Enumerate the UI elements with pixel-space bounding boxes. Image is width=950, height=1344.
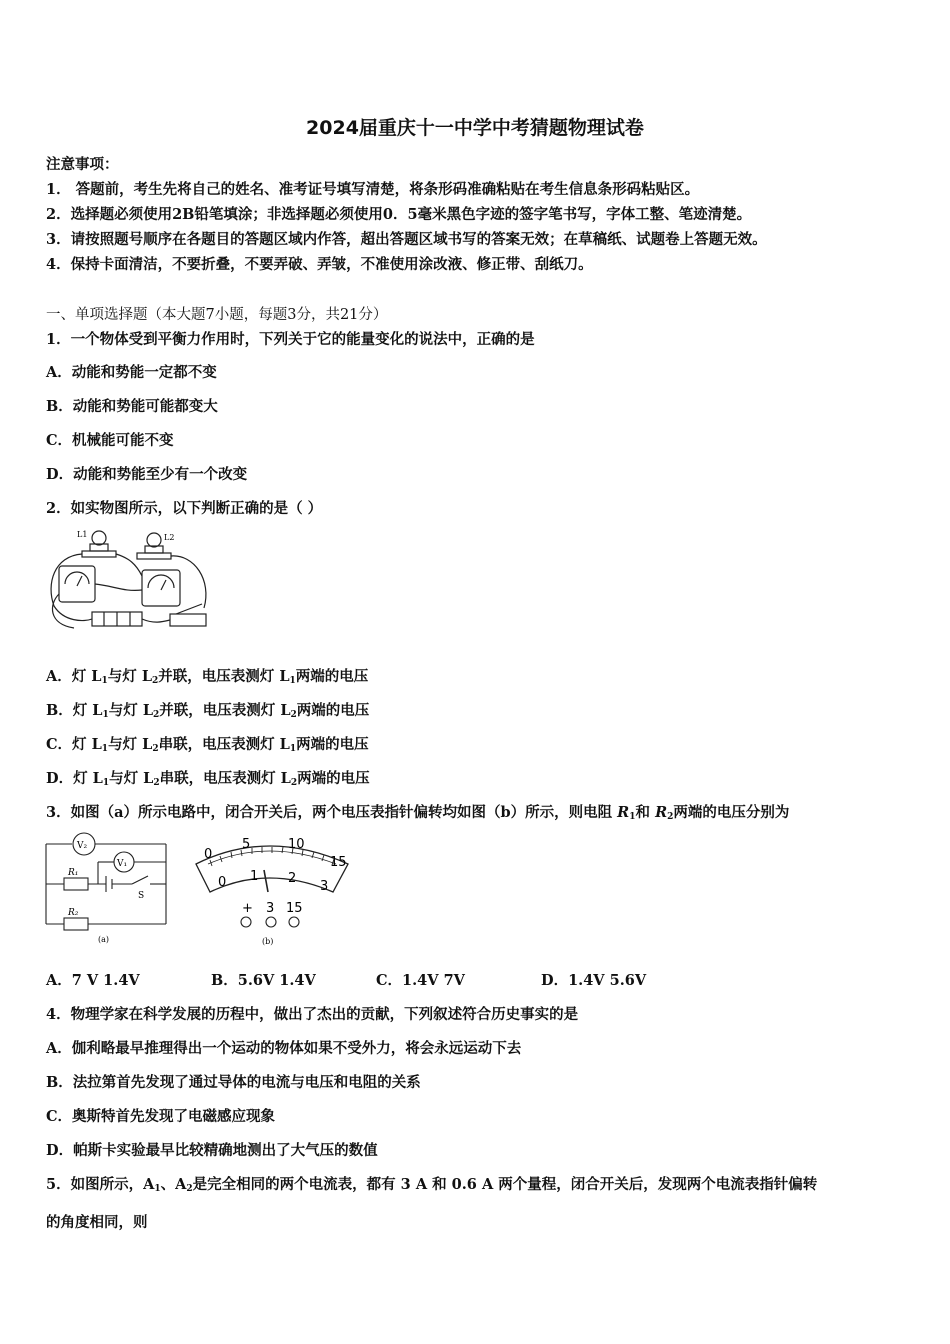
label-l2: L2 (164, 533, 175, 542)
scale-top-15: 15 (330, 855, 347, 870)
question-5-stem-cont: 的角度相同，则 (46, 1214, 148, 1231)
label-switch: S (138, 891, 145, 901)
question-2-option-c: C．灯 $L_1$与灯 $L_2$串联，电压表测灯 $L_1$两端的电压 (46, 736, 369, 754)
label-l1: L1 (77, 530, 88, 539)
notice-item: 4．保持卡面清洁，不要折叠，不要弄破、弄皱，不准使用涂改液、修正带、刮纸刀。 (46, 256, 593, 273)
label-v1: V₁ (117, 859, 128, 869)
scale-bottom-3: 3 (320, 879, 329, 894)
scale-bottom-0: 0 (218, 875, 227, 890)
question-2-circuit-figure (44, 524, 224, 634)
question-3-option-a: A．7 V 1.4V (46, 972, 140, 989)
scale-bottom-2: 2 (288, 871, 297, 886)
question-4-option-d: D．帕斯卡实验最早比较精确地测出了大气压的数值 (46, 1142, 378, 1159)
label-r1: R₁ (68, 868, 79, 878)
label-v2: V₂ (77, 841, 88, 851)
question-3-voltmeter-figure-b (188, 834, 358, 949)
notice-item: 2．选择题必须使用2B铅笔填涂；非选择题必须使用0．5毫米黑色字迹的签字笔书写，字体工整、笔迹清楚。 (46, 206, 752, 223)
question-1-option-d: D．动能和势能至少有一个改变 (46, 466, 248, 483)
caption-a: (a) (98, 935, 110, 944)
question-2-option-d: D．灯 $L_1$与灯 $L_2$串联，电压表测灯 $L_2$两端的电压 (46, 770, 370, 788)
question-1-option-b: B．动能和势能可能都变大 (46, 398, 218, 415)
scale-top-0: 0 (204, 847, 213, 862)
terminal-3: 3 (266, 901, 275, 916)
question-3-option-d: D．1.4V 5.6V (541, 972, 647, 989)
terminal-plus: + (242, 901, 253, 916)
question-4-option-a: A．伽利略最早推理得出一个运动的物体如果不受外力，将会永远运动下去 (46, 1040, 522, 1057)
scale-top-10: 10 (288, 837, 305, 852)
section-heading: 一、单项选择题（本大题7小题，每题3分，共21分） (46, 307, 388, 323)
page-title: 2024届重庆十一中学中考猜题物理试卷 (306, 117, 644, 139)
notice-item: 3．请按照题号顺序在各题目的答题区域内作答，超出答题区域书写的答案无效；在草稿纸、试题卷上答题无效。 (46, 231, 767, 248)
scale-bottom-1: 1 (250, 869, 259, 884)
question-3-stem: 3．如图（a）所示电路中，闭合开关后，两个电压表指针偏转均如图（b）所示，则电阻 $R_1$和 $R_2$两端的电压分别为 (46, 804, 790, 822)
notice-item: 1． 答题前，考生先将自己的姓名、准考证号填写清楚，将条形码准确粘贴在考生信息条形码粘贴区。 (46, 181, 700, 198)
question-4-stem: 4．物理学家在科学发展的历程中，做出了杰出的贡献，下列叙述符合历史事实的是 (46, 1006, 579, 1023)
question-2-stem: 2．如实物图所示，以下判断正确的是（ ） (46, 500, 323, 517)
scale-top-5: 5 (242, 837, 251, 852)
question-1-option-c: C．机械能可能不变 (46, 432, 174, 449)
question-4-option-b: B．法拉第首先发现了通过导体的电流与电压和电阻的关系 (46, 1074, 421, 1091)
question-2-option-a: A．灯 $L_1$与灯 $L_2$并联，电压表测灯 $L_1$两端的电压 (46, 668, 369, 686)
question-3-circuit-figure-a (44, 832, 179, 947)
label-r2: R₂ (68, 908, 79, 918)
question-3-option-c: C．1.4V 7V (376, 972, 465, 989)
notice-heading: 注意事项： (46, 156, 119, 173)
question-2-option-b: B．灯 $L_1$与灯 $L_2$并联，电压表测灯 $L_2$两端的电压 (46, 702, 370, 720)
question-3-option-b: B．5.6V 1.4V (211, 972, 316, 989)
caption-b: (b) (262, 937, 274, 946)
question-1-option-a: A．动能和势能一定都不变 (46, 364, 217, 381)
terminal-15: 15 (286, 901, 303, 916)
question-4-option-c: C．奥斯特首先发现了电磁感应现象 (46, 1108, 276, 1125)
question-1-stem: 1．一个物体受到平衡力作用时，下列关于它的能量变化的说法中，正确的是 (46, 331, 535, 348)
question-5-stem: 5．如图所示，$A_1$、$A_2$是完全相同的两个电流表，都有 3 A 和 0.6 A 两个量程，闭合开关后，发现两个电流表指针偏转 (46, 1176, 818, 1194)
